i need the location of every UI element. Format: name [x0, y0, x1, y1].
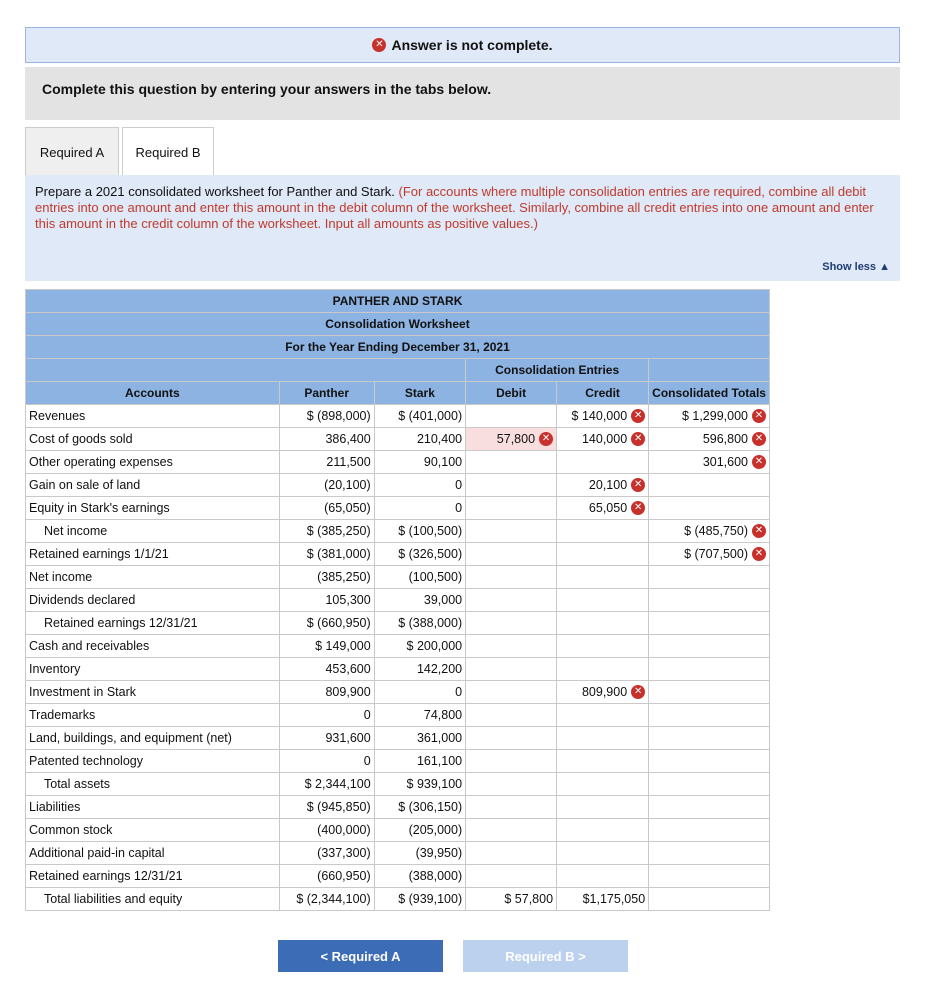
cell-stark	[374, 727, 465, 750]
stark-value: 161,100	[416, 754, 463, 768]
incorrect-icon: ✕	[752, 524, 766, 538]
cell-credit	[557, 451, 649, 474]
stark-value: $ (326,500)	[398, 547, 463, 561]
account-name: Retained earnings 12/31/21	[26, 865, 280, 888]
panther-value: $ (381,000)	[306, 547, 371, 561]
cell-panther	[279, 428, 374, 451]
cell-cons	[649, 589, 770, 612]
panther-value: 211,500	[326, 455, 371, 469]
cell-debit	[466, 704, 557, 727]
table-row	[26, 566, 770, 589]
panther-value: $ (898,000)	[306, 409, 371, 423]
panther-value: 809,900	[325, 685, 371, 699]
incorrect-icon: ✕	[631, 409, 645, 423]
cell-credit	[557, 543, 649, 566]
table-row	[26, 704, 770, 727]
cell-cons	[649, 819, 770, 842]
tab-required-b[interactable]: Required B	[122, 127, 214, 177]
table-row	[26, 819, 770, 842]
cell-cons	[649, 520, 770, 543]
worksheet-subtitle: Consolidation Worksheet	[26, 313, 770, 336]
panther-value: $ 149,000	[315, 639, 371, 653]
incorrect-icon: ✕	[631, 501, 645, 515]
cell-panther	[279, 589, 374, 612]
table-row	[26, 750, 770, 773]
cell-cons	[649, 612, 770, 635]
cell-stark	[374, 888, 465, 911]
table-row	[26, 796, 770, 819]
cell-credit	[557, 405, 649, 428]
panther-value: 453,600	[325, 662, 371, 676]
account-name: Other operating expenses	[26, 451, 280, 474]
worksheet-body	[26, 405, 770, 911]
stark-value: (205,000)	[408, 823, 463, 837]
instruction-text: Complete this question by entering your answers in the tabs below.	[42, 81, 492, 97]
consolidation-worksheet	[25, 289, 770, 911]
answer-status-banner	[25, 27, 900, 63]
cell-credit	[557, 773, 649, 796]
cell-panther	[279, 566, 374, 589]
account-name: Total assets	[26, 773, 280, 796]
table-row	[26, 405, 770, 428]
incorrect-icon: ✕	[752, 409, 766, 423]
table-row	[26, 497, 770, 520]
table-row	[26, 543, 770, 566]
stark-value: 142,200	[416, 662, 463, 676]
stark-value: $ (100,500)	[398, 524, 463, 538]
credit-value: $ 140,000	[571, 409, 628, 423]
cell-stark	[374, 497, 465, 520]
table-row	[26, 865, 770, 888]
account-name: Trademarks	[26, 704, 280, 727]
cell-panther	[279, 888, 374, 911]
stark-value: $ (401,000)	[398, 409, 463, 423]
cell-debit	[466, 612, 557, 635]
cell-stark	[374, 428, 465, 451]
table-row	[26, 520, 770, 543]
stark-value: 0	[455, 685, 463, 699]
cell-debit	[466, 589, 557, 612]
panther-value: 386,400	[325, 432, 371, 446]
worksheet-title: PANTHER AND STARK	[26, 290, 770, 313]
account-name: Additional paid-in capital	[26, 842, 280, 865]
incorrect-icon: ✕	[752, 432, 766, 446]
instruction-bar	[25, 67, 900, 120]
prompt-note: (For accounts where multiple consolidation entries are required, combine all debit entries into one amount and enter this amount in the debit column of the worksheet. Similarly, combine all credit entries into one amount and enter this amount in the credit column of the worksheet. Input all amounts as positive values.)	[35, 184, 874, 231]
cell-stark	[374, 865, 465, 888]
col-stark: Stark	[374, 382, 465, 405]
cell-stark	[374, 612, 465, 635]
incorrect-icon: ✕	[631, 432, 645, 446]
cell-debit	[466, 635, 557, 658]
cell-panther	[279, 796, 374, 819]
col-panther: Panther	[279, 382, 374, 405]
cell-cons	[649, 796, 770, 819]
col-credit: Credit	[557, 382, 649, 405]
stark-value: 0	[455, 478, 463, 492]
cell-panther	[279, 704, 374, 727]
cell-panther	[279, 497, 374, 520]
tab-required-a[interactable]: Required A	[25, 127, 119, 176]
table-row	[26, 451, 770, 474]
panther-value: $ (945,850)	[306, 800, 371, 814]
cell-cons	[649, 681, 770, 704]
cons-value: $ (485,750)	[684, 524, 748, 538]
cell-credit	[557, 888, 649, 911]
debit-value: 57,800	[496, 432, 536, 446]
account-name: Net income	[26, 520, 280, 543]
cell-panther	[279, 543, 374, 566]
cell-credit	[557, 750, 649, 773]
cell-credit	[557, 474, 649, 497]
cell-cons	[649, 428, 770, 451]
account-name: Land, buildings, and equipment (net)	[26, 727, 280, 750]
cell-panther	[279, 681, 374, 704]
cell-panther	[279, 773, 374, 796]
panther-value: $ (660,950)	[306, 616, 371, 630]
stark-value: $ 200,000	[406, 639, 463, 653]
next-required-b-button[interactable]: Required B >	[463, 940, 628, 972]
table-row	[26, 888, 770, 911]
cell-debit	[466, 796, 557, 819]
cell-cons	[649, 888, 770, 911]
cell-credit	[557, 520, 649, 543]
panther-value: (385,250)	[317, 570, 371, 584]
cell-cons	[649, 635, 770, 658]
incorrect-icon: ✕	[752, 455, 766, 469]
cell-stark	[374, 566, 465, 589]
cell-credit	[557, 819, 649, 842]
panther-value: 0	[363, 708, 371, 722]
account-name: Retained earnings 12/31/21	[26, 612, 280, 635]
panther-value: 0	[363, 754, 371, 768]
incorrect-icon: ✕	[539, 432, 553, 446]
cell-stark	[374, 520, 465, 543]
cell-debit	[466, 727, 557, 750]
cell-stark	[374, 704, 465, 727]
stark-value: (388,000)	[408, 869, 463, 883]
cell-stark	[374, 451, 465, 474]
cell-debit	[466, 865, 557, 888]
credit-value: 140,000	[581, 432, 628, 446]
cell-credit	[557, 497, 649, 520]
prompt-lead: Prepare a 2021 consolidated worksheet for Panther and Stark.	[35, 184, 395, 199]
cell-stark	[374, 796, 465, 819]
table-row	[26, 773, 770, 796]
cell-debit[interactable]	[466, 428, 557, 451]
stark-value: 90,100	[423, 455, 463, 469]
col-debit: Debit	[466, 382, 557, 405]
cell-panther	[279, 451, 374, 474]
cell-debit	[466, 658, 557, 681]
cell-credit	[557, 428, 649, 451]
account-name: Investment in Stark	[26, 681, 280, 704]
show-less-link[interactable]: Show less ▲	[822, 261, 890, 273]
stark-value: 39,000	[423, 593, 463, 607]
cell-debit	[466, 681, 557, 704]
cell-panther	[279, 658, 374, 681]
cell-debit	[466, 497, 557, 520]
cell-panther	[279, 405, 374, 428]
cell-credit	[557, 658, 649, 681]
cell-cons	[649, 451, 770, 474]
cell-stark	[374, 405, 465, 428]
cell-debit	[466, 750, 557, 773]
cell-credit	[557, 681, 649, 704]
table-row	[26, 727, 770, 750]
account-name: Retained earnings 1/1/21	[26, 543, 280, 566]
credit-value: $1,175,050	[582, 892, 646, 906]
panther-value: $ (2,344,100)	[296, 892, 371, 906]
cell-debit	[466, 888, 557, 911]
table-row	[26, 635, 770, 658]
account-name: Liabilities	[26, 796, 280, 819]
credit-value: 809,900	[581, 685, 628, 699]
cons-value: 301,600	[702, 455, 748, 469]
cell-stark	[374, 543, 465, 566]
stark-value: (39,950)	[415, 846, 463, 860]
account-name: Gain on sale of land	[26, 474, 280, 497]
panther-value: $ 2,344,100	[304, 777, 371, 791]
cell-panther	[279, 842, 374, 865]
cell-stark	[374, 589, 465, 612]
cell-debit	[466, 520, 557, 543]
cell-credit	[557, 612, 649, 635]
cell-panther	[279, 750, 374, 773]
credit-value: 20,100	[588, 478, 628, 492]
account-name: Revenues	[26, 405, 280, 428]
panther-value: 105,300	[325, 593, 371, 607]
cell-debit	[466, 405, 557, 428]
cell-panther	[279, 474, 374, 497]
cell-credit	[557, 704, 649, 727]
cell-cons	[649, 773, 770, 796]
credit-value: 65,050	[588, 501, 628, 515]
table-row	[26, 681, 770, 704]
cell-debit	[466, 773, 557, 796]
cell-cons	[649, 543, 770, 566]
account-name: Patented technology	[26, 750, 280, 773]
stark-value: $ (388,000)	[398, 616, 463, 630]
cell-panther	[279, 520, 374, 543]
cell-credit	[557, 727, 649, 750]
prev-required-a-button[interactable]: < Required A	[278, 940, 443, 972]
panther-value: (660,950)	[317, 869, 371, 883]
stark-value: $ 939,100	[406, 777, 463, 791]
cell-stark	[374, 474, 465, 497]
cell-credit	[557, 796, 649, 819]
stark-value: $ (939,100)	[398, 892, 463, 906]
panther-value: $ (385,250)	[306, 524, 371, 538]
cell-cons	[649, 750, 770, 773]
account-name: Common stock	[26, 819, 280, 842]
cell-debit	[466, 451, 557, 474]
cons-value: $ 1,299,000	[681, 409, 748, 423]
cell-stark	[374, 658, 465, 681]
cell-credit	[557, 589, 649, 612]
cons-value: 596,800	[702, 432, 748, 446]
cell-cons	[649, 842, 770, 865]
stark-value: (100,500)	[408, 570, 463, 584]
stark-value: $ (306,150)	[398, 800, 463, 814]
cell-stark	[374, 773, 465, 796]
account-name: Cost of goods sold	[26, 428, 280, 451]
worksheet-period: For the Year Ending December 31, 2021	[26, 336, 770, 359]
cell-debit	[466, 566, 557, 589]
account-name: Cash and receivables	[26, 635, 280, 658]
cell-stark	[374, 635, 465, 658]
cell-cons	[649, 497, 770, 520]
col-accounts: Accounts	[26, 382, 280, 405]
col-consolidated: Consolidated Totals	[649, 382, 770, 405]
error-icon: ✕	[372, 38, 386, 52]
cell-cons	[649, 727, 770, 750]
panther-value: (400,000)	[317, 823, 371, 837]
table-row	[26, 658, 770, 681]
stark-value: 210,400	[416, 432, 463, 446]
cell-cons	[649, 865, 770, 888]
table-row	[26, 842, 770, 865]
stark-value: 361,000	[416, 731, 463, 745]
cell-credit	[557, 865, 649, 888]
cell-cons	[649, 658, 770, 681]
cell-stark	[374, 842, 465, 865]
question-prompt	[25, 175, 900, 281]
table-row	[26, 612, 770, 635]
stark-value: 74,800	[423, 708, 463, 722]
incorrect-icon: ✕	[631, 685, 645, 699]
cell-debit	[466, 819, 557, 842]
cell-cons	[649, 405, 770, 428]
cell-panther	[279, 819, 374, 842]
cell-panther	[279, 635, 374, 658]
account-name: Total liabilities and equity	[26, 888, 280, 911]
table-row	[26, 474, 770, 497]
cell-credit	[557, 635, 649, 658]
stark-value: 0	[455, 501, 463, 515]
panther-value: 931,600	[325, 731, 371, 745]
incorrect-icon: ✕	[631, 478, 645, 492]
account-name: Inventory	[26, 658, 280, 681]
cell-cons	[649, 704, 770, 727]
cell-debit	[466, 543, 557, 566]
account-name: Dividends declared	[26, 589, 280, 612]
table-row	[26, 428, 770, 451]
table-row	[26, 589, 770, 612]
cell-stark	[374, 750, 465, 773]
cell-stark	[374, 681, 465, 704]
panther-value: (337,300)	[317, 846, 371, 860]
debit-value: $ 57,800	[504, 892, 554, 906]
account-name: Equity in Stark's earnings	[26, 497, 280, 520]
cell-stark	[374, 819, 465, 842]
cons-value: $ (707,500)	[684, 547, 748, 561]
cell-debit	[466, 842, 557, 865]
cell-panther	[279, 865, 374, 888]
cell-panther	[279, 612, 374, 635]
cell-cons	[649, 566, 770, 589]
cell-credit	[557, 842, 649, 865]
cell-credit	[557, 566, 649, 589]
cell-debit	[466, 474, 557, 497]
cell-panther	[279, 727, 374, 750]
panther-value: (65,050)	[324, 501, 371, 515]
account-name: Net income	[26, 566, 280, 589]
cell-cons	[649, 474, 770, 497]
entries-header: Consolidation Entries	[466, 359, 649, 382]
banner-text: Answer is not complete.	[391, 37, 553, 53]
panther-value: (20,100)	[324, 478, 371, 492]
incorrect-icon: ✕	[752, 547, 766, 561]
